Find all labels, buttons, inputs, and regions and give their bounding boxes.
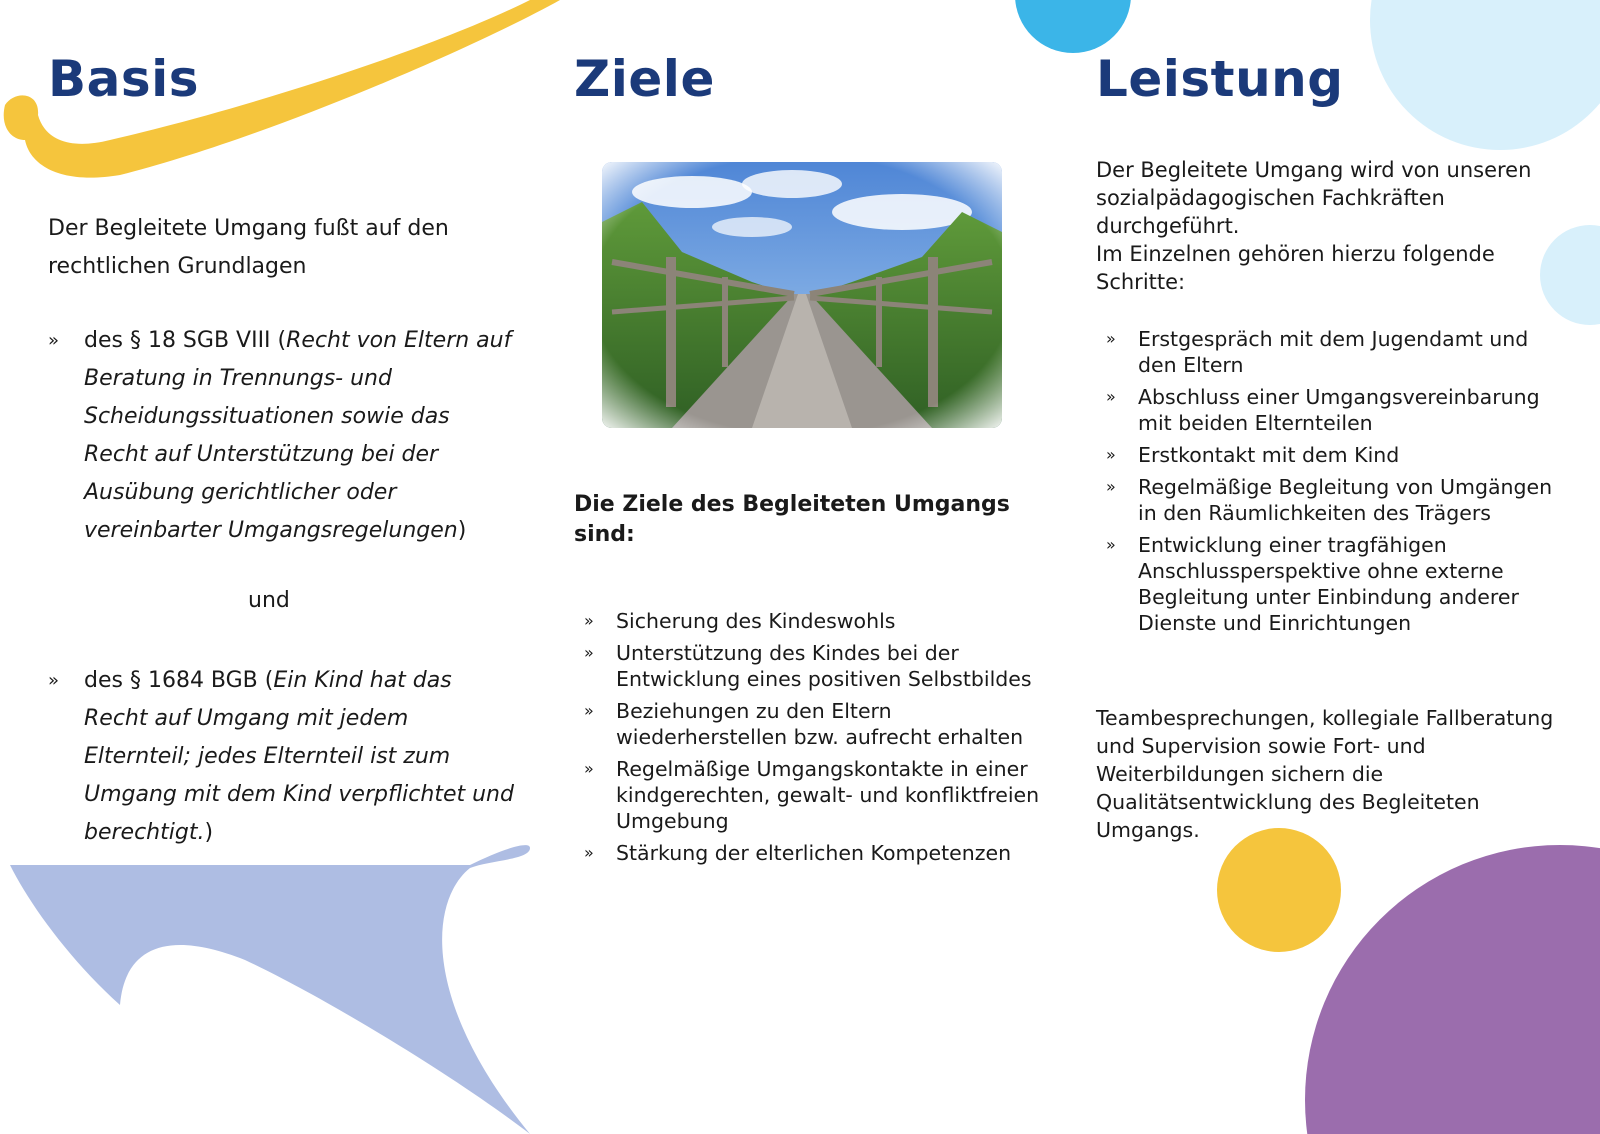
ziele-heading: Ziele (574, 50, 715, 108)
yellow-circle-shape (1217, 828, 1341, 952)
law-item-sgb-prefix: des § 18 SGB VIII ( (84, 328, 287, 353)
goal-text: Sicherung des Kindeswohls (616, 609, 896, 633)
basis-law-list-1 (48, 322, 518, 550)
list-item (1096, 326, 1566, 378)
leistung-heading: Leistung (1096, 50, 1344, 108)
leistung-intro-text-2: Im Einzelnen gehören hierzu folgende Schritte: (1096, 242, 1495, 294)
periwinkle-swoosh-shape (10, 845, 530, 1134)
goals-list (574, 608, 1044, 872)
step-text: Entwicklung einer tragfähigen Anschlussperspektive ohne externe Begleitung unter Einbindung anderer Dienste und Einrichtungen (1138, 533, 1519, 635)
bullet-icon: » (584, 611, 594, 630)
goal-text: Unterstützung des Kindes bei der Entwicklung eines positiven Selbstbildes (616, 641, 1032, 691)
law-item-bgb-prefix: des § 1684 BGB ( (84, 668, 274, 693)
connector-text: und (248, 588, 290, 613)
step-text: Abschluss einer Umgangsvereinbarung mit beiden Elternteilen (1138, 385, 1540, 435)
goal-text: Beziehungen zu den Eltern wiederherstellen bzw. aufrecht erhalten (616, 699, 1024, 749)
list-item (1096, 474, 1566, 526)
law-item-sgb-suffix: ) (457, 518, 467, 543)
purple-circle-shape (1305, 845, 1600, 1134)
bullet-icon: » (48, 670, 60, 691)
leistung-outro: Teambesprechungen, kollegiale Fallberatung und Supervision sowie Fort- und Weiterbildungen sichern die Qualitätsentwicklung des Begleiteten Umgangs. (1096, 706, 1554, 842)
list-item (1096, 384, 1566, 436)
law-item-bgb (48, 662, 518, 852)
law-item-bgb-text: Ein Kind hat das Recht auf Umgang mit jedem Elternteil; jedes Elternteil ist zum Umgang mit dem Kind verpflichtet und berechtigt. (84, 668, 514, 845)
step-text: Erstkontakt mit dem Kind (1138, 443, 1400, 467)
list-item (1096, 442, 1566, 468)
basis-heading: Basis (48, 50, 200, 108)
law-item-sgb (48, 322, 518, 550)
law-item-sgb-text: Recht von Eltern auf Beratung in Trennungs- und Scheidungssituationen sowie das Recht auf Unterstützung bei der Ausübung gerichtlicher oder vereinbarter Umgangsregelungen (84, 328, 512, 543)
bullet-icon: » (1106, 477, 1116, 496)
goal-text: Regelmäßige Umgangskontakte in einer kindgerechten, gewalt- und konfliktfreien Umgebung (616, 757, 1040, 833)
boardwalk-photo (602, 162, 1002, 428)
leistung-intro-text: Der Begleitete Umgang wird von unseren sozialpädagogischen Fachkräften durchgeführt. (1096, 158, 1532, 238)
basis-intro: Der Begleitete Umgang fußt auf den rechtlichen Grundlagen (48, 216, 449, 279)
list-item (574, 698, 1044, 750)
list-item (1096, 532, 1566, 636)
bullet-icon: » (48, 330, 60, 351)
list-item (574, 640, 1044, 692)
bullet-icon: » (1106, 445, 1116, 464)
ziele-subheading: Die Ziele des Begleiteten Umgangs sind: (574, 492, 1010, 547)
list-item (574, 608, 1044, 634)
list-item (574, 840, 1044, 866)
steps-list (1096, 326, 1566, 642)
bullet-icon: » (584, 843, 594, 862)
step-text: Erstgespräch mit dem Jugendamt und den Eltern (1138, 327, 1529, 377)
bullet-icon: » (1106, 329, 1116, 348)
basis-law-list-2 (48, 662, 518, 852)
law-item-bgb-suffix: ) (204, 820, 214, 845)
bullet-icon: » (584, 701, 594, 720)
bullet-icon: » (1106, 535, 1116, 554)
step-text: Regelmäßige Begleitung von Umgängen in den Räumlichkeiten des Trägers (1138, 475, 1553, 525)
blue-circle-shape (1015, 0, 1131, 53)
bullet-icon: » (1106, 387, 1116, 406)
list-item (574, 756, 1044, 834)
goal-text: Stärkung der elterlichen Kompetenzen (616, 841, 1012, 865)
light-blue-circle-shape (1370, 0, 1600, 150)
bullet-icon: » (584, 759, 594, 778)
leistung-intro (1096, 156, 1566, 296)
bullet-icon: » (584, 643, 594, 662)
